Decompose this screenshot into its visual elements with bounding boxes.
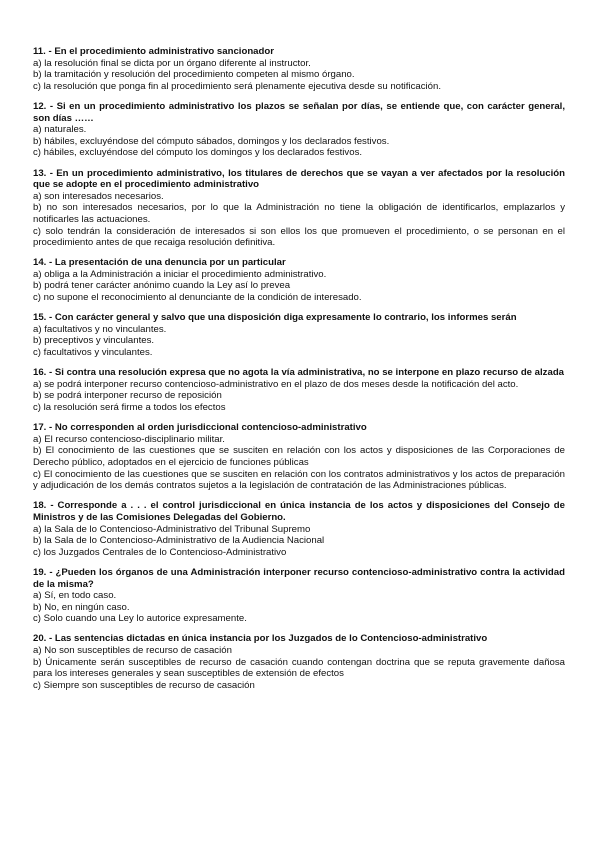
option-a: a) obliga a la Administración a iniciar el procedimiento administrativo.: [33, 268, 327, 280]
question-title: 18. - Corresponde a . . . el control jurisdiccional en única instancia de los actos y disposiciones del Consejo de Ministros y de las Comisiones Delegadas del Gobierno.: [33, 500, 565, 523]
option-c: c) El conocimiento de las cuestiones que se susciten en relación con los contratos administrativos y los actos de preparación y adjudicación de los demás contratos sujetos a la legislación de contratación de las Administraciones públicas.: [33, 468, 565, 492]
question-title: 12. - Si en un procedimiento administrativo los plazos se señalan por días, se entiende que, con carácter general, son días ……: [33, 100, 565, 124]
question-12: [33, 101, 565, 159]
question-title: 20. - Las sentencias dictadas en única instancia por los Juzgados de lo Contencioso-administrativo: [33, 633, 488, 645]
question-title: 19. - ¿Pueden los órganos de una Administración interponer recurso contencioso-administrativo contra la actividad de la misma?: [33, 566, 565, 590]
option-a: a) la resolución final se dicta por un órgano diferente al instructor.: [33, 57, 311, 69]
option-b: b) hábiles, excluyéndose del cómputo sábados, domingos y los declarados festivos.: [33, 135, 390, 147]
question-20: [33, 633, 565, 691]
option-b: b) no son interesados necesarios, por lo que la Administración no tiene la obligación de identificarlos, emplazarlos y notificarles las actuaciones.: [33, 202, 565, 225]
option-c: c) la resolución que ponga fin al procedimiento será plenamente ejecutiva desde su notificación.: [33, 80, 441, 92]
question-title: 13. - En un procedimiento administrativo, los titulares de derechos que se vayan a ver afectados por la resolución que se adopte en el procedimiento administrativo: [33, 167, 565, 191]
option-b: b) No, en ningún caso.: [33, 601, 130, 613]
option-c: c) Siempre son susceptibles de recurso de casación: [33, 679, 255, 691]
option-c: c) solo tendrán la consideración de interesados si son ellos los que promueven el procedimiento, o se personan en el procedimiento antes de que recaiga resolución definitiva.: [33, 225, 565, 249]
option-b: b) El conocimiento de las cuestiones que se susciten en relación con los actos y disposiciones de las Corporaciones de Derecho público, adoptados en el ejercicio de funciones públicas: [33, 445, 565, 468]
question-title: 17. - No corresponden al orden jurisdiccional contencioso-administrativo: [33, 422, 367, 434]
question-title: 16. - Si contra una resolución expresa que no agota la vía administrativa, no se interpone en plazo recurso de alzada: [33, 367, 565, 379]
question-title: 15. - Con carácter general y salvo que una disposición diga expresamente lo contrario, los informes serán: [33, 312, 517, 324]
question-14: [33, 257, 565, 303]
question-13: [33, 168, 565, 249]
option-a: a) naturales.: [33, 124, 87, 136]
option-c: c) facultativos y vinculantes.: [33, 347, 153, 359]
option-c: c) los Juzgados Centrales de lo Contencioso-Administrativo: [33, 546, 287, 558]
option-b: b) Únicamente serán susceptibles de recurso de casación cuando contengan doctrina que se reputa gravemente dañosa para los intereses generales y sean susceptibles de extensión de efectos: [33, 656, 565, 680]
option-a: a) Sí, en todo caso.: [33, 590, 117, 602]
option-c: c) la resolución será firme a todos los efectos: [33, 402, 226, 413]
option-a: a) No son susceptibles de recurso de casación: [33, 645, 232, 657]
option-b: b) la tramitación y resolución del procedimiento competen al mismo órgano.: [33, 69, 355, 81]
question-17: [33, 422, 565, 492]
question-title: 14. - La presentación de una denuncia por un particular: [33, 257, 286, 269]
question-15: [33, 312, 565, 358]
option-b: b) la Sala de lo Contencioso-Administrativo de la Audiencia Nacional: [33, 535, 325, 547]
option-a: a) facultativos y no vinculantes.: [33, 323, 167, 335]
question-11: [33, 46, 565, 92]
option-a: a) El recurso contencioso-disciplinario militar.: [33, 433, 225, 445]
option-c: c) no supone el reconocimiento al denunciante de la condición de interesado.: [33, 292, 362, 304]
option-a: a) la Sala de lo Contencioso-Administrativo del Tribunal Supremo: [33, 523, 311, 535]
document-page: [33, 46, 565, 700]
option-c: c) hábiles, excluyéndose del cómputo los domingos y los declarados festivos.: [33, 147, 363, 159]
option-a: a) son interesados necesarios.: [33, 190, 164, 202]
question-19: [33, 567, 565, 625]
option-b: b) preceptivos y vinculantes.: [33, 335, 155, 347]
option-b: b) podrá tener carácter anónimo cuando la Ley así lo prevea: [33, 280, 291, 292]
question-title: 11. - En el procedimiento administrativo sancionador: [33, 46, 274, 57]
option-c: c) Solo cuando una Ley lo autorice expresamente.: [33, 613, 247, 625]
question-16: [33, 367, 565, 413]
option-b: b) se podrá interponer recurso de reposición: [33, 390, 222, 402]
option-a: a) se podrá interponer recurso contencioso-administrativo en el plazo de dos meses desde la notificación del acto.: [33, 378, 519, 390]
question-18: [33, 500, 565, 558]
